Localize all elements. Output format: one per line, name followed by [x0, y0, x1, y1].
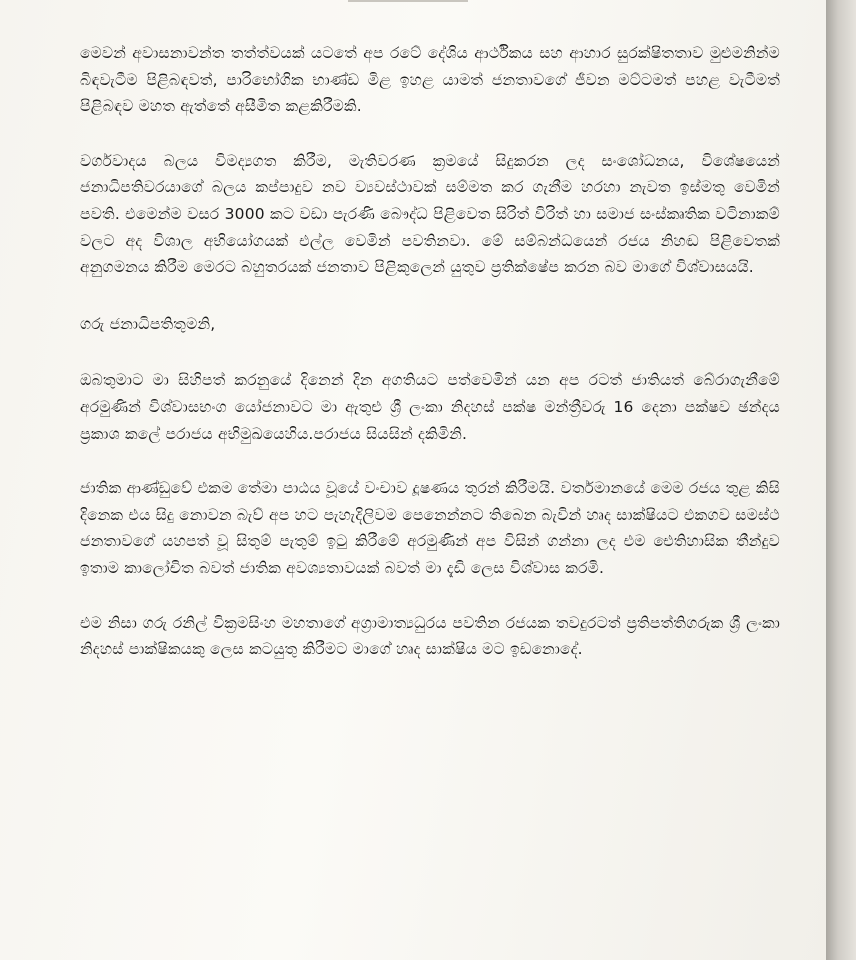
page-shadow-edge — [826, 0, 856, 960]
paper-crease — [348, 0, 468, 2]
salutation: ගරු ජනාධිපතිතුමනි, — [80, 314, 216, 333]
paragraph-no-confidence: ඔබතුමාට මා සිහිපත් කරනුයේ දිනෙන් දින අගතියට පත්වෙමින් යන අප රටත් ජාතියත් බේරාගැනීමේ අරමුණින් විශ්වාසභංග යෝජනාවට මා ඇතුළු ශ්‍රී ලංකා නිදහස් පක්ෂ මන්ත්‍රීවරු 16 දෙනා පක්ෂව ඡන්දය ප්‍රකාශ කලේ පරාජය අභිමුඛයෙහිය.පරාජය සියසින් දකිමිනි. — [80, 371, 780, 443]
paragraph-constitution: වර්ගවාදය බලය විමද්‍යගත කිරීම, මැතිවරණ ක්‍රමයේ සිදුකරන ලද සංශෝධනය, විශේෂයෙන් ජනාධිපතිවරයාගේ බලය කප්පාදුව නව ව්‍යවස්ථාවක් සම්මත කර ගැනීම හරහා නැවත ඉස්මතු වෙමින් පවති. එමෙන්ම වසර 3000 කට වඩා පැරණි බෞද්ධ පිළිවෙත සිරිත් විරිත් හා සමාජ සංස්කෘතික වටිනාකම් වලට අද විශාල අභියෝගයක් එල්ල වෙමින් පවතිනවා. මේ සම්බන්ධයෙන් රජය නිහඬ පිළිවෙතක් අනුගමනය කිරීම මෙරට බහුතරයක් ජනතාව පිළිකුලෙන් යුතුව ප්‍රතික්ෂේප කරන බව මාගේ විශ්වාසයයි. — [80, 151, 780, 277]
paragraph-corruption: ජාතික ආණ්ඩුවේ එකම තේමා පාඨය වූයේ වංචාව දූෂණය තුරන් කිරීමයි. වර්තමානයේ මෙම රජය තුළ කිසි දිනෙක එය සිදු නොවන බැව් අප හට පැහැදිලිවම පෙනෙන්නට තිබෙන බැවින් හෘද සාක්ෂියට එකගව සමස්ථ ජනතාවගේ යහපත් වූ සිතුම් පැතුම් ඉටු කිරීමේ අරමුණින් අප විසින් ගන්නා ලද එම ඓතිහාසික තීන්දුව ඉතාම කාලෝචිත බවත් ජාතික අවශ්‍යතාවයක් බවත් මා දැඩි ලෙස විශ්වාස කරමි. — [80, 479, 780, 577]
paragraph-economy: මෙවන් අවාසනාවන්ත තත්ත්වයක් යටතේ අප රටේ දේශිය ආර්ථිකය සහ ආහාර සුරක්ෂිතතාව මුළුමනින්ම බිඳවැටීම පිළිබඳවත්, පාරිභෝගික භාණ්ඩ මිළ ඉහළ යාමත් ජනතාවගේ ජීවන මට්ටමත් පහළ වැටීමත් පිළිබඳව මහත ඇත්තේ අසීමිත කළකිරීමකි. — [80, 44, 780, 116]
paragraph-conclusion: එම නිසා ගරු රනිල් වික්‍රමසිංහ මහතාගේ අග්‍රාමාත්‍යධුරය පවතින රජයක තවදුරටත් ප්‍රතිපත්තිගරුක ශ්‍රී ලංකා නිදහස් පාක්ෂිකයකු ලෙස කටයුතු කිරීමට මාගේ හෘද සාක්ෂිය මට ඉඩනොදේ. — [80, 613, 780, 659]
letter-body — [80, 40, 780, 663]
